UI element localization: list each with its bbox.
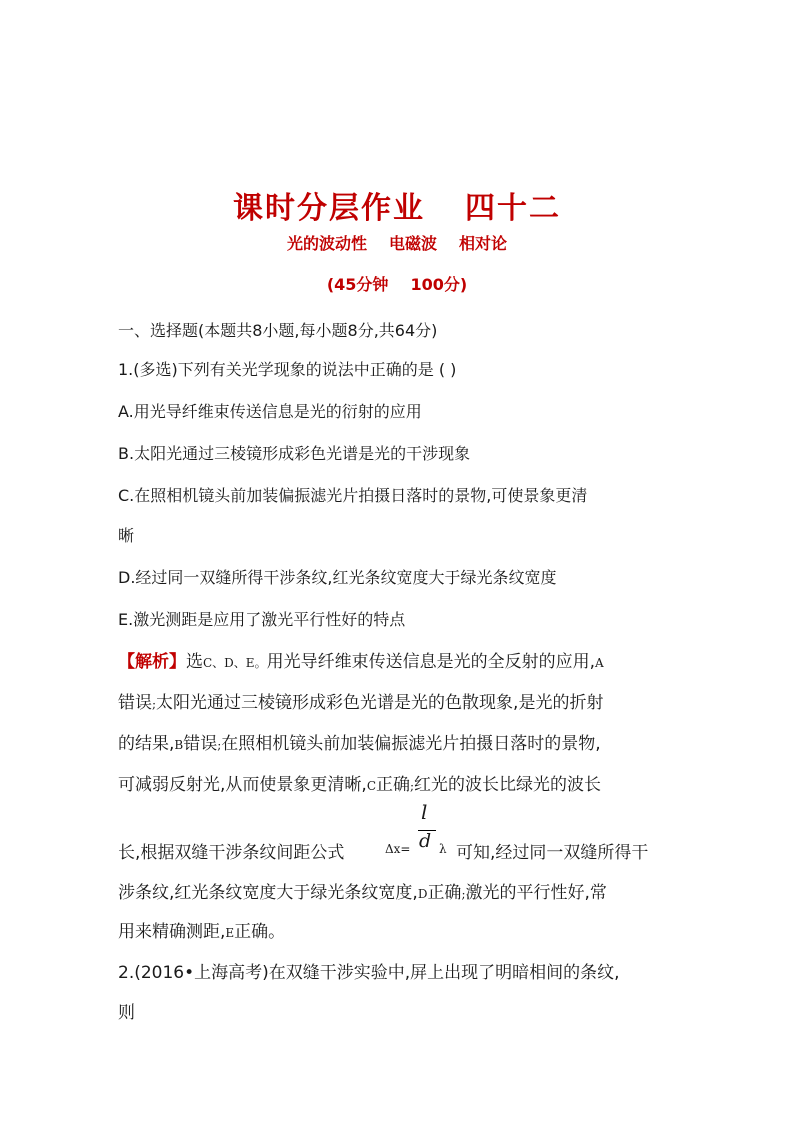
analysis-line-4 [118,770,601,795]
semicolon: ; [217,738,222,752]
analysis-text: 错误 [183,734,218,754]
analysis-text: 的结果, [118,734,175,754]
analysis-line-6 [118,878,607,903]
question-1-stem: 1.(多选)下列有关光学现象的说法中正确的是 ( ) [118,360,457,379]
analysis-line-7 [118,917,285,942]
option-letter: B [174,738,184,752]
semicolon: ; [152,697,157,711]
analysis-line-3 [118,729,601,754]
title-main: 课时分层作业 [233,191,425,226]
option-letter: A [594,656,604,670]
option-letter: E [225,926,235,940]
option-letter: C [366,779,376,793]
analysis-tag: 【解析】 [118,652,186,672]
time-score-line [0,272,794,295]
semicolon: ; [461,887,466,901]
time-limit: (45分钟 [326,275,389,294]
question-2-stem-cont: 则 [118,1003,135,1023]
option-letter: D [417,887,428,901]
question-1-option-d: D.经过同一双缝所得干涉条纹,红光条纹宽度大于绿光条纹宽度 [118,568,557,587]
analysis-line-5a: 长,根据双缝干涉条纹间距公式 [118,843,345,863]
analysis-text: 红光的波长比绿光的波长 [414,775,602,795]
page-subtitle [0,231,794,254]
analysis-text: 可减弱反射光,从而使景象更清晰, [118,775,367,795]
analysis-text: 正确 [427,883,462,903]
analysis-text: 正确 [376,775,410,795]
question-1-option-a: A.用光导纤维束传送信息是光的衍射的应用 [118,402,422,421]
answer-letters: C、D、E。 [203,656,267,670]
question-1-option-c: C.在照相机镜头前加装偏振滤光片拍摄日落时的景物,可使景象更清 [118,486,588,505]
total-score: 100分) [410,275,468,294]
analysis-text: 涉条纹,红光条纹宽度大于绿光条纹宽度, [118,883,418,903]
analysis-text: 用光导纤维束传送信息是光的全反射的应用, [266,652,595,672]
question-1-option-e: E.激光测距是应用了激光平行性好的特点 [118,610,406,629]
page-title [0,183,794,227]
analysis-text: 太阳光通过三棱镜形成彩色光谱是光的色散现象,是光的折射 [156,693,604,713]
analysis-line-1 [118,647,604,672]
question-1-option-c-cont: 晰 [118,526,135,545]
formula-numerator: l [421,800,428,824]
semicolon: ; [410,779,415,793]
analysis-line-2 [118,688,603,713]
analysis-text: 正确。 [234,922,286,942]
analysis-text: 用来精确测距, [118,922,226,942]
analysis-text: 错误 [118,693,152,713]
section-heading: 一、选择题(本题共8小题,每小题8分,共64分) [118,321,438,340]
formula-denominator: d [419,830,432,852]
analysis-text: 在照相机镜头前加装偏振滤光片拍摄日落时的景物, [221,734,601,754]
question-1-option-b: B.太阳光通过三棱镜形成彩色光谱是光的干涉现象 [118,444,471,463]
formula-rhs: λ [439,842,447,856]
subtitle-topic-3: 相对论 [459,234,508,253]
question-2-stem: 2.(2016•上海高考)在双缝干涉实验中,屏上出现了明暗相间的条纹, [118,963,620,983]
analysis-line-5b: 可知,经过同一双缝所得干 [456,843,649,863]
subtitle-topic-2: 电磁波 [388,234,437,253]
formula-lhs: Δx= [385,842,411,856]
analysis-text: 选 [186,652,203,672]
subtitle-topic-1: 光的波动性 [286,234,367,253]
title-number: 四十二 [465,191,561,226]
analysis-text: 激光的平行性好,常 [465,883,607,903]
fringe-spacing-formula [385,800,455,860]
